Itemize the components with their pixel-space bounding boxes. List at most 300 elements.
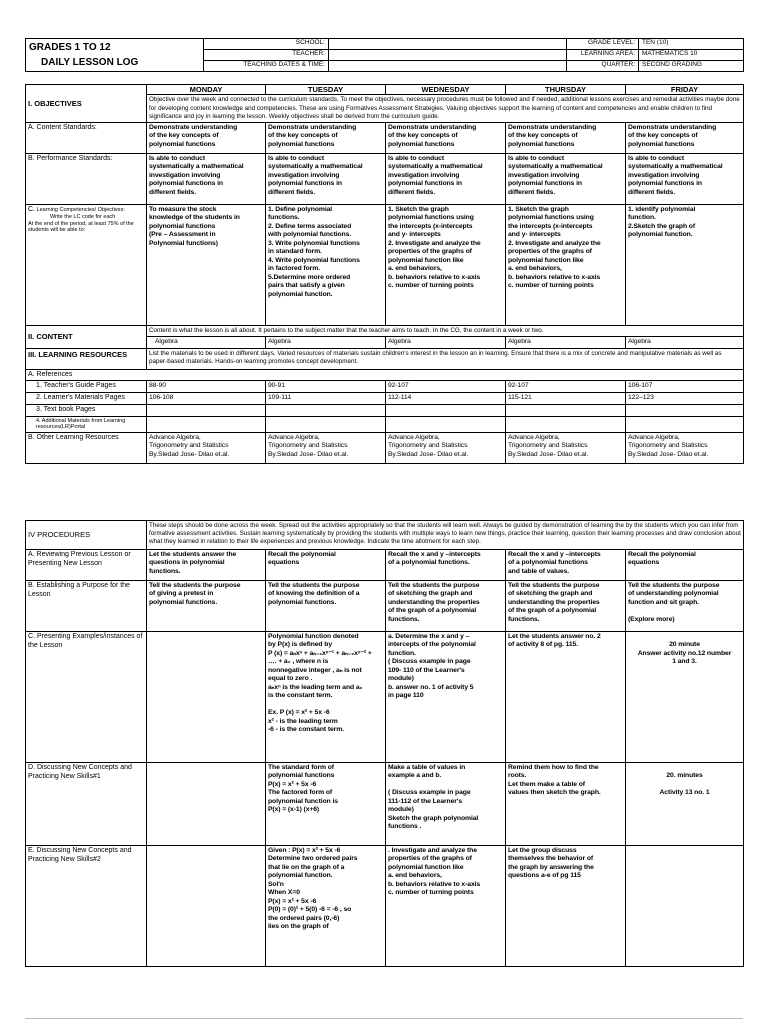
- cell-line: properties of the graphs of: [508, 248, 592, 256]
- cell-line: 111-112 of the Learner's: [388, 797, 463, 805]
- cell-line: To measure the stock: [149, 205, 217, 213]
- competencies-tuesday: [266, 204, 386, 325]
- cell-line: and y- intercepts: [388, 231, 441, 239]
- cell-line: Recall the x and y –intercepts: [388, 551, 481, 558]
- cell-line: 1. identify polynomial: [628, 205, 696, 213]
- content-thursday: Algebra: [506, 337, 626, 348]
- cell-line: Tell the students the purpose: [149, 582, 241, 589]
- cell-line: functions.: [149, 567, 181, 575]
- competencies-title: Learning Competencies/ Objectives:: [36, 206, 125, 213]
- competencies-c: C.: [28, 205, 35, 213]
- cell-line: of the key concepts of: [508, 132, 578, 140]
- cell-line: Sol'n: [268, 880, 284, 888]
- other-wednesday: [386, 432, 506, 463]
- procedure-a-friday: [626, 550, 744, 581]
- cell-line: [628, 633, 741, 641]
- content-description: Content is what the lesson is all about. It pertains to the subject matter that the teacher aims to teach. In the CG, the content in a week or two.: [147, 325, 744, 336]
- lr-wednesday: [386, 416, 506, 432]
- cell-line: Recall the x and y –intercepts: [508, 551, 601, 558]
- resources-description: List the materials to be used in different days. Varied resources of materials sustain children's interest in the lesson an in learning. Ensure that there is a mix of concrete and manipulative materials as well as paper-based materials. Hands-on learning promotes concept development.: [147, 348, 744, 369]
- cell-line: Is able to conduct: [149, 154, 205, 162]
- cell-line: b. behaviors relative to x-axis: [388, 880, 481, 888]
- cell-line: Demonstrate understanding: [268, 123, 357, 131]
- cell-line: Trigonometry and Statistics: [388, 442, 468, 450]
- tg-friday: 106-107: [626, 381, 744, 393]
- lr-tuesday: [266, 416, 386, 432]
- quarter-value: SECOND GRADING: [639, 61, 744, 72]
- procedure-a-wednesday: [386, 550, 506, 581]
- cell-line: Let the students answer the: [149, 551, 237, 558]
- procedures-label: IV PROCEDURES: [26, 521, 147, 550]
- cell-line: Tell the students the purpose: [388, 582, 480, 589]
- cell-line: By.Sledad Jose- Dilao et.al.: [628, 450, 709, 458]
- cell-line: The factored form of: [268, 789, 333, 797]
- cell-line: intercepts of the polynomial: [388, 641, 476, 649]
- grade-level-label: GRADE LEVEL:: [567, 39, 639, 50]
- cell-line: of the graph of a polynomial: [508, 607, 597, 615]
- cell-line: a. end behaviors,: [388, 872, 442, 880]
- cell-line: themselves the behavior of: [508, 855, 594, 863]
- cell-line: 20 minute: [669, 641, 700, 649]
- procedure-e-monday: [147, 846, 266, 967]
- cell-line: By.Sledad Jose- Dilao et.al.: [388, 450, 469, 458]
- cell-line: (Explore more): [628, 615, 675, 623]
- cell-line: P(x) = x² + 5x -6: [268, 780, 317, 788]
- teacher-value[interactable]: [329, 50, 567, 61]
- cell-line: 2. Investigate and analyze the: [388, 239, 481, 247]
- cell-line: P(x) = (x-1) (x+6): [268, 806, 320, 814]
- cell-line: 1. Define polynomial: [268, 205, 333, 213]
- tg-thursday: 92-107: [506, 381, 626, 393]
- cell-line: of sketching the graph and: [508, 590, 593, 598]
- header-title: [26, 39, 204, 72]
- cell-line: Demonstrate understanding: [149, 123, 238, 131]
- cell-line: and y- intercepts: [508, 231, 561, 239]
- cell-line: the intercepts (x-intercepts: [508, 222, 593, 230]
- cell-line: investigation involving: [149, 171, 221, 179]
- cell-line: [628, 764, 741, 772]
- cell-line: 1 and 3.: [672, 658, 697, 666]
- cell-line: function.: [388, 649, 416, 657]
- cell-line: b. behaviors relative to x-axis: [508, 273, 601, 281]
- cell-line: Advance Algebra,: [508, 433, 560, 441]
- cell-line: Tell the students the purpose: [508, 582, 600, 589]
- tg-tuesday: 90-91: [266, 381, 386, 393]
- cell-line: 2.Sketch the graph of: [628, 222, 696, 230]
- cell-line: c. number of turning points: [508, 282, 594, 290]
- cell-line: polynomial functions in: [268, 180, 342, 188]
- quarter-label: QUARTER:: [567, 61, 639, 72]
- cell-line: polynomial functions using: [508, 214, 594, 222]
- procedure-b-friday: [626, 581, 744, 632]
- cell-line: polynomial function.: [268, 872, 333, 880]
- cell-line: b. behaviors relative to x-axis: [388, 273, 481, 281]
- cell-line: of the graph of a polynomial: [388, 607, 477, 615]
- cell-line: polynomial function.: [268, 290, 333, 298]
- procedure-b-tuesday: [266, 581, 386, 632]
- other-thursday: [506, 432, 626, 463]
- cell-line: different fields.: [508, 188, 556, 196]
- title-line1: GRADES 1 TO 12: [29, 42, 111, 53]
- procedures-table: [25, 520, 744, 967]
- cell-line: [388, 781, 503, 789]
- cell-line: Tell the students the purpose: [628, 582, 720, 589]
- cell-line: Polynomial functions): [149, 239, 218, 247]
- performance-standards-wednesday: [386, 153, 506, 204]
- cell-line: Let the students answer no. 2: [508, 633, 601, 640]
- cell-line: the intercepts (x-intercepts: [388, 222, 473, 230]
- content-friday: Algebra: [626, 337, 744, 348]
- cell-line: Make a table of values in: [388, 764, 466, 771]
- cell-line: is the constant term.: [268, 692, 333, 700]
- cell-line: Advance Algebra,: [268, 433, 320, 441]
- procedure-a-monday: [147, 550, 266, 581]
- other-tuesday: [266, 432, 386, 463]
- cell-line: c. number of turning points: [388, 282, 474, 290]
- learning-area-label: LEARNING AREA:: [567, 50, 639, 61]
- cell-line: polynomial functions: [628, 140, 695, 148]
- cell-line: P(x) = x² + 5x -6: [268, 897, 317, 905]
- cell-line: polynomial functions in: [388, 180, 462, 188]
- school-value[interactable]: [329, 39, 567, 50]
- performance-standards-friday: [626, 153, 744, 204]
- cell-line: of a polynomial functions: [508, 559, 588, 567]
- day-friday: FRIDAY: [626, 85, 744, 95]
- cell-line: properties of the graphs of: [388, 855, 472, 863]
- cell-line: polynomial function is: [268, 797, 338, 805]
- content-standards-wednesday: [386, 122, 506, 153]
- content-wednesday: Algebra: [386, 337, 506, 348]
- tb-wednesday: [386, 404, 506, 416]
- procedure-e-tuesday: [266, 846, 386, 967]
- references-label: A. References: [26, 369, 744, 381]
- cell-line: polynomial functions: [388, 140, 455, 148]
- cell-line: Advance Algebra,: [388, 433, 440, 441]
- cell-line: 20. minutes: [666, 772, 703, 780]
- cell-line: Determine two ordered pairs: [268, 855, 358, 863]
- tb-thursday: [506, 404, 626, 416]
- cell-line: polynomial functions in: [149, 180, 223, 188]
- objectives-label: I. OBJECTIVES: [26, 85, 147, 123]
- lm-friday: 122–123: [626, 393, 744, 405]
- lm-monday: 106-108: [147, 393, 266, 405]
- cell-line: 1. Sketch the graph: [388, 205, 449, 213]
- tb-tuesday: [266, 404, 386, 416]
- cell-line: b. answer no. 1 of activity 5: [388, 683, 474, 691]
- cell-line: of the key concepts of: [628, 132, 698, 140]
- cell-line: Polynomial function denoted: [268, 633, 359, 640]
- cell-line: pairs that satisfy a given: [268, 282, 345, 290]
- cell-line: different fields.: [268, 188, 316, 196]
- performance-standards-label: B. Performance Standards:: [26, 153, 147, 204]
- cell-line: Recall the polynomial: [268, 551, 336, 558]
- cell-line: Demonstrate understanding: [388, 123, 477, 131]
- cell-line: equations: [628, 559, 660, 567]
- procedure-c-label: C. Presenting Examples/instances of the Lesson: [26, 632, 147, 763]
- content-standards-monday: [147, 122, 266, 153]
- cell-line: 1. Sketch the graph: [508, 205, 569, 213]
- cell-line: polynomial function like: [508, 256, 584, 264]
- cell-line: ( Discuss example in page: [388, 658, 471, 666]
- day-wednesday: WEDNESDAY: [386, 85, 506, 95]
- procedure-c-monday: [147, 632, 266, 763]
- cell-line: polynomial functions using: [388, 214, 474, 222]
- procedure-d-monday: [147, 763, 266, 846]
- cell-line: polynomial functions: [149, 222, 216, 230]
- cell-line: polynomial functions.: [149, 598, 218, 606]
- other-monday: [147, 432, 266, 463]
- grade-level-value: TEN (10): [639, 39, 744, 50]
- procedure-d-thursday: [506, 763, 626, 846]
- competencies-label: [26, 204, 147, 325]
- procedure-e-friday: [626, 846, 744, 967]
- cell-line: lies on the graph of: [268, 923, 329, 931]
- cell-line: questions in polynomial: [149, 559, 225, 567]
- lr-portal-label: 4. Additional Materials from Learning resources(LR)Portal: [26, 416, 147, 432]
- cell-line: and table of values.: [508, 567, 570, 575]
- procedure-c-wednesday: [386, 632, 506, 763]
- cell-line: a. end behaviors,: [508, 265, 562, 273]
- cell-line: Demonstrate understanding: [508, 123, 597, 131]
- cell-line: aₙxⁿ is the leading term and a₀: [268, 683, 363, 691]
- competencies-wednesday: [386, 204, 506, 325]
- competencies-note: At the end of the period, at least 75% of the students will be able to:: [28, 220, 134, 234]
- procedure-c-friday: [626, 632, 744, 763]
- content-label: II. CONTENT: [26, 325, 147, 348]
- cell-line: polynomial functions: [149, 140, 216, 148]
- cell-line: Ex. P (x) = x² + 5x -6: [268, 709, 330, 717]
- cell-line: in factored form.: [268, 265, 320, 273]
- tg-wednesday: 92-107: [386, 381, 506, 393]
- cell-line: polynomial function like: [388, 863, 464, 871]
- cell-line: function and sit graph.: [628, 598, 699, 606]
- header-table: [25, 38, 744, 72]
- cell-line: systematically a mathematical: [149, 163, 244, 171]
- cell-line: functions.: [508, 615, 540, 623]
- cell-line: Activity 13 no. 1: [659, 789, 710, 797]
- learning-area-value: MATHEMATICS 10: [639, 50, 744, 61]
- cell-line: 4. Write polynomial functions: [268, 256, 360, 264]
- cell-line: Remind them how to find the: [508, 764, 599, 771]
- cell-line: with polynomial functions.: [268, 231, 352, 239]
- cell-line: a. end behaviors,: [388, 265, 442, 273]
- cell-line: the graph by answering the: [508, 863, 594, 871]
- cell-line: 5.Determine more ordered: [268, 273, 351, 281]
- cell-line: systematically a mathematical: [268, 163, 363, 171]
- competencies-lc-code: Write the LC code for each: [50, 214, 116, 221]
- dates-value[interactable]: [329, 61, 567, 72]
- content-monday: Algebra: [147, 337, 266, 348]
- content-tuesday: Algebra: [266, 337, 386, 348]
- other-resources-label: B. Other Learning Resources: [26, 432, 147, 463]
- cell-line: By.Sledad Jose- Dilao et.al.: [268, 450, 349, 458]
- cell-line: understanding the properties: [508, 598, 600, 606]
- cell-line: ( Discuss example in page: [388, 789, 471, 797]
- cell-line: Let the group discuss: [508, 847, 577, 854]
- lr-friday: [626, 416, 744, 432]
- cell-line: example a and b.: [388, 772, 442, 780]
- lr-thursday: [506, 416, 626, 432]
- cell-line: 2. Define terms associated: [268, 222, 352, 230]
- cell-line: Trigonometry and Statistics: [149, 442, 229, 450]
- cell-line: of activity 8 of pg. 115.: [508, 641, 579, 649]
- textbook-label: 3. Text book Pages: [26, 404, 147, 416]
- cell-line: P (x) = aₙxⁿ + aₙ₋₁xⁿ⁻¹ + aₙ₋₂xⁿ⁻² +: [268, 649, 372, 657]
- cell-line: a. Determine the x and y –: [388, 633, 470, 640]
- competencies-monday: [147, 204, 266, 325]
- learners-materials-label: 2. Learner's Materials Pages: [26, 393, 147, 405]
- cell-line: 2. Investigate and analyze the: [508, 239, 601, 247]
- performance-standards-monday: [147, 153, 266, 204]
- lm-tuesday: 109-111: [266, 393, 386, 405]
- tb-monday: [147, 404, 266, 416]
- lm-thursday: 115-121: [506, 393, 626, 405]
- cell-line: systematically a mathematical: [508, 163, 603, 171]
- cell-line: Is able to conduct: [268, 154, 324, 162]
- content-standards-label: A. Content Standards:: [26, 122, 147, 153]
- cell-line: function.: [628, 214, 656, 222]
- cell-line: P(0) = (0)² + 5(0) -6 = -6 , so: [268, 906, 352, 914]
- cell-line: Is able to conduct: [628, 154, 684, 162]
- cell-line: values then sketch the graph.: [508, 789, 601, 797]
- day-tuesday: TUESDAY: [266, 85, 386, 95]
- lesson-log-table: [25, 84, 744, 464]
- cell-line: of the key concepts of: [149, 132, 219, 140]
- cell-line: in standard form.: [268, 248, 322, 256]
- cell-line: of a polynomial functions.: [388, 559, 470, 567]
- objectives-description: Objective over the week and connected to the curriculum standards. To meet the objectives, necessary procedures must be followed and if needed, additional lessons exercises and remedial activities maybe done for developing content knowledge and competencies. These are using Formatives Assessment Strategies. Valuing objectives support the learning of content and competencies and enable children to find significance and joy in learning the lesson. Weekly objectives shall be derived from the curriculum guide.: [147, 95, 744, 123]
- cell-line: polynomial function like: [388, 256, 464, 264]
- procedure-b-label: B. Establishing a Purpose for the Lesson: [26, 581, 147, 632]
- cell-line: Answer activity no.12 number: [637, 649, 732, 657]
- procedure-d-label: D. Discussing New Concepts and Practicing New Skills#1: [26, 763, 147, 846]
- procedure-d-friday: [626, 763, 744, 846]
- procedure-e-label: E. Discussing New Concepts and Practicing New Skills#2: [26, 846, 147, 967]
- cell-line: investigation involving: [268, 171, 340, 179]
- procedure-a-tuesday: [266, 550, 386, 581]
- competencies-thursday: [506, 204, 626, 325]
- page-bottom-rule: [25, 1018, 743, 1019]
- cell-line: 3. Write polynomial functions: [268, 239, 360, 247]
- cell-line: by P(x) is defined by: [268, 641, 332, 649]
- cell-line: the ordered pairs (0,-6): [268, 914, 340, 922]
- cell-line: Trigonometry and Statistics: [508, 442, 588, 450]
- cell-line: systematically a mathematical: [628, 163, 723, 171]
- cell-line: of giving a pretest in: [149, 590, 214, 598]
- cell-line: [268, 701, 383, 709]
- cell-line: of understanding polynomial: [628, 590, 719, 598]
- cell-line: functions .: [388, 823, 422, 831]
- cell-line: polynomial functions: [268, 140, 335, 148]
- cell-line: By.Sledad Jose- Dilao et.al.: [149, 450, 230, 458]
- cell-line: Tell the students the purpose: [268, 582, 360, 589]
- cell-line: Advance Algebra,: [628, 433, 680, 441]
- cell-line: polynomial functions.: [268, 598, 337, 606]
- cell-line: polynomial functions in: [628, 180, 702, 188]
- procedure-a-thursday: [506, 550, 626, 581]
- cell-line: …. + a₀ , where n is: [268, 658, 329, 666]
- cell-line: in page 110: [388, 692, 424, 700]
- cell-line: Trigonometry and Statistics: [628, 442, 708, 450]
- cell-line: [628, 781, 741, 789]
- cell-line: Given : P(x) = x² + 5x -6: [268, 847, 341, 854]
- cell-line: Is able to conduct: [508, 154, 564, 162]
- procedure-b-wednesday: [386, 581, 506, 632]
- cell-line: [628, 607, 741, 615]
- competencies-friday: [626, 204, 744, 325]
- dates-label: TEACHING DATES & TIME:: [204, 61, 329, 72]
- cell-line: Sketch the graph polynomial: [388, 814, 479, 822]
- cell-line: Trigonometry and Statistics: [268, 442, 348, 450]
- cell-line: polynomial functions: [508, 140, 575, 148]
- cell-line: x² - is the leading term: [268, 717, 338, 725]
- procedure-e-wednesday: [386, 846, 506, 967]
- cell-line: The standard form of: [268, 764, 334, 771]
- tg-monday: 88-90: [147, 381, 266, 393]
- cell-line: of the key concepts of: [388, 132, 458, 140]
- content-standards-friday: [626, 122, 744, 153]
- resources-label: III. LEARNING RESOURCES: [26, 348, 147, 369]
- cell-line: knowledge of the students in: [149, 214, 240, 222]
- cell-line: c. number of turning points: [388, 889, 474, 897]
- cell-line: Recall the polynomial: [628, 551, 696, 558]
- day-thursday: THURSDAY: [506, 85, 626, 95]
- cell-line: different fields.: [388, 188, 436, 196]
- title-line2: DAILY LESSON LOG: [41, 57, 139, 68]
- cell-line: (Pre – Assessment in: [149, 231, 216, 239]
- cell-line: When X=0: [268, 889, 300, 897]
- cell-line: nonnegative integer , aₙ is not: [268, 666, 362, 674]
- cell-line: investigation involving: [388, 171, 460, 179]
- cell-line: By.Sledad Jose- Dilao et.al.: [508, 450, 589, 458]
- cell-line: investigation involving: [508, 171, 580, 179]
- procedure-e-thursday: [506, 846, 626, 967]
- cell-line: that lie on the graph of a: [268, 863, 345, 871]
- cell-line: investigation involving: [628, 171, 700, 179]
- procedure-c-thursday: [506, 632, 626, 763]
- content-standards-tuesday: [266, 122, 386, 153]
- cell-line: Advance Algebra,: [149, 433, 201, 441]
- cell-line: functions.: [388, 615, 420, 623]
- school-label: SCHOOL:: [204, 39, 329, 50]
- procedures-description: These steps should be done across the week. Spread out the activities appropriately so that the students will learn well. Always be guided by demonstration of learning the by the students which you can infer from formative assessment activities. Sustain learning systematically by providing the students with multiple ways to learn new things, practice their learning, question their learning processes and draw conclusion about what they learned in relation to their life experiences and previous knowledge. Indicate the time allotment for each step.: [147, 521, 744, 550]
- day-monday: MONDAY: [147, 85, 266, 95]
- cell-line: systematically a mathematical: [388, 163, 483, 171]
- cell-line: roots.: [508, 772, 527, 780]
- content-standards-thursday: [506, 122, 626, 153]
- procedure-a-label: A. Reviewing Previous Lesson or Presenting New Lesson: [26, 550, 147, 581]
- cell-line: 109- 110 of the Learner's: [388, 666, 465, 674]
- lr-monday: [147, 416, 266, 432]
- procedure-d-wednesday: [386, 763, 506, 846]
- cell-line: module): [388, 675, 414, 683]
- procedure-c-tuesday: [266, 632, 386, 763]
- performance-standards-tuesday: [266, 153, 386, 204]
- cell-line: Let them make a table of: [508, 780, 585, 788]
- cell-line: equations: [268, 559, 300, 567]
- teacher-label: TEACHER:: [204, 50, 329, 61]
- cell-line: functions.: [268, 214, 300, 222]
- procedure-b-monday: [147, 581, 266, 632]
- cell-line: understanding the properties: [388, 598, 480, 606]
- cell-line: -6 - is the constant term.: [268, 726, 344, 734]
- cell-line: questions a-e of pg 115: [508, 872, 581, 880]
- procedure-d-tuesday: [266, 763, 386, 846]
- performance-standards-thursday: [506, 153, 626, 204]
- tb-friday: [626, 404, 744, 416]
- cell-line: different fields.: [149, 188, 197, 196]
- lm-wednesday: 112-114: [386, 393, 506, 405]
